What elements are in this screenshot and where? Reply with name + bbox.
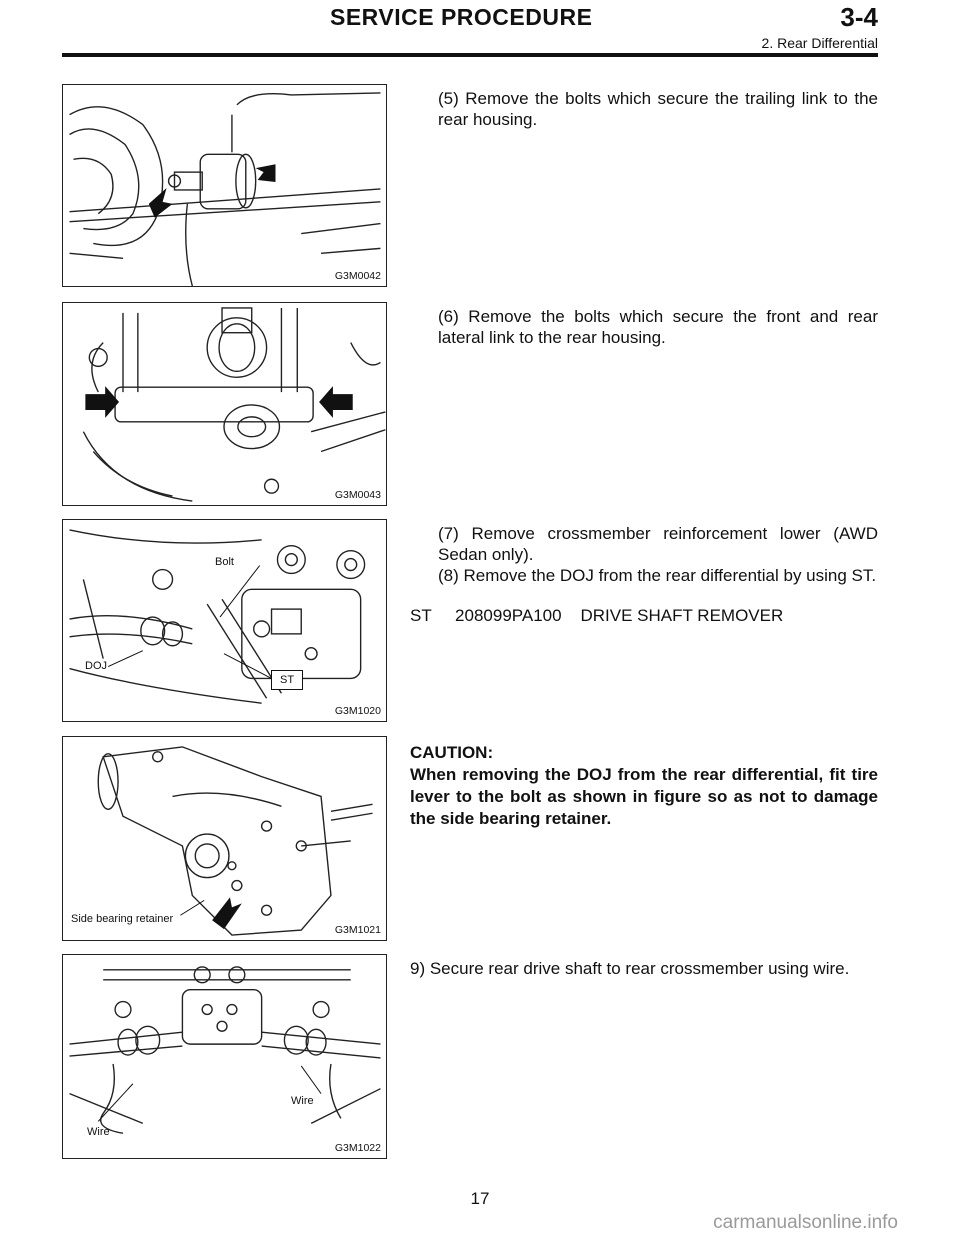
- step-5-text: (5) Remove the bolts which secure the trailing link to the rear housing.: [438, 89, 878, 129]
- caution-note: [410, 742, 878, 830]
- figure-caption: G3M1022: [334, 1142, 381, 1154]
- special-tool-line: [410, 606, 783, 626]
- differential-illustration: [63, 737, 386, 940]
- wire-label-right: Wire: [291, 1095, 314, 1107]
- trailing-link-illustration: [63, 85, 386, 286]
- figure-wire-securing: [62, 954, 387, 1159]
- header-rule: [62, 53, 878, 57]
- wire-label-left: Wire: [87, 1126, 110, 1138]
- st-part-number: 208099PA100: [455, 606, 562, 625]
- st-prefix: ST: [410, 606, 432, 625]
- arrow-icon: [319, 386, 353, 418]
- arrow-icon: [212, 897, 242, 929]
- step-6-text: (6) Remove the bolts which secure the front and rear lateral link to the rear housing.: [438, 307, 878, 347]
- figure-caption: G3M1021: [334, 924, 381, 936]
- subsection-title: 2. Rear Differential: [761, 35, 878, 51]
- doj-label: DOJ: [85, 660, 107, 672]
- arrow-icon: [256, 164, 276, 182]
- watermark: carmanualsonline.info: [713, 1212, 898, 1233]
- figure-doj-removal: [62, 519, 387, 722]
- page-number: 17: [470, 1189, 490, 1208]
- caution-heading: CAUTION:: [410, 743, 494, 762]
- doj-removal-illustration: [63, 520, 386, 721]
- step-8-text: (8) Remove the DOJ from the rear differential by using ST.: [438, 566, 877, 585]
- figure-trailing-link: [62, 84, 387, 287]
- side-bearing-retainer-label: Side bearing retainer: [71, 913, 174, 925]
- arrow-icon: [149, 188, 173, 218]
- figure-caption: G3M1020: [334, 705, 381, 717]
- figure-caption: G3M0043: [334, 489, 381, 501]
- st-tool-name: DRIVE SHAFT REMOVER: [580, 606, 784, 625]
- lateral-link-illustration: [63, 303, 386, 505]
- step-7-text: (7) Remove crossmember reinforcement lower (AWD Sedan only).: [438, 524, 878, 564]
- step-9-text: 9) Secure rear drive shaft to rear crossmember using wire.: [410, 959, 850, 978]
- wire-securing-illustration: [63, 955, 386, 1158]
- figure-caption: G3M0042: [334, 270, 381, 282]
- figure-lateral-link: [62, 302, 387, 506]
- st-label: ST: [271, 670, 303, 690]
- arrow-icon: [85, 386, 119, 418]
- figure-side-bearing-retainer: [62, 736, 387, 941]
- section-code: 3-4: [840, 2, 878, 32]
- bolt-label: Bolt: [215, 556, 234, 568]
- section-title: SERVICE PROCEDURE: [330, 4, 593, 30]
- caution-text: When removing the DOJ from the rear differential, fit tire lever to the bolt as shown in figure so as not to damage the side bearing retainer.: [410, 765, 878, 828]
